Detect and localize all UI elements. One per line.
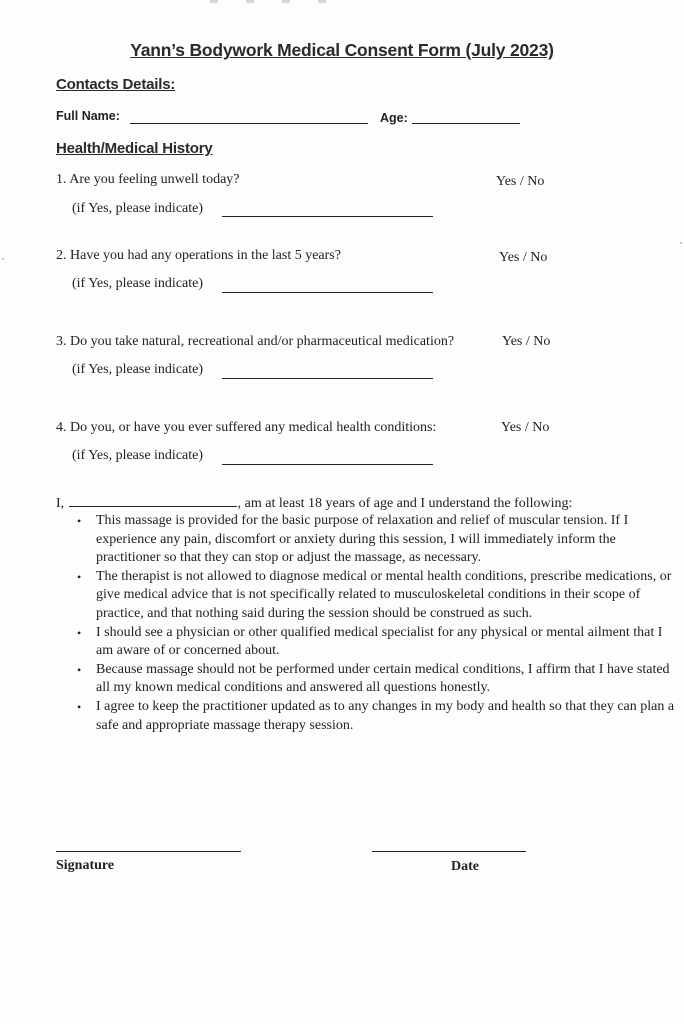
consent-term: [77, 512, 680, 568]
question-3-indicate-field[interactable]: [222, 378, 433, 379]
bullet-icon: •: [77, 514, 82, 528]
question-4-indicate-label: (if Yes, please indicate): [72, 448, 204, 463]
scan-artifact-marks: [210, 0, 350, 4]
question-3-indicate-label: (if Yes, please indicate): [72, 362, 204, 377]
consent-term-text: I agree to keep the practitioner updated as to any changes in my body and health so that they can plan a safe and appropriate massage therapy session.: [96, 698, 675, 733]
question-1-indicate-label: (if Yes, please indicate): [72, 201, 204, 216]
full-name-label: Full Name:: [56, 109, 120, 123]
question-2-yes-no[interactable]: Yes / No: [499, 250, 548, 265]
bullet-icon: •: [77, 699, 82, 714]
contacts-heading: Contacts Details:: [56, 76, 176, 93]
question-1-indicate-field[interactable]: [222, 216, 433, 217]
question-3-text: 3. Do you take natural, recreational and/or pharmaceutical medication?: [56, 334, 455, 349]
question-1-text: 1. Are you feeling unwell today?: [56, 172, 240, 187]
health-history-heading: Health/Medical History: [56, 140, 213, 157]
consent-term: [77, 568, 680, 624]
consent-term-text: The therapist is not allowed to diagnose medical or mental health conditions, prescribe medications, or give medical advice that is not specifically related to musculoskeletal conditions in their scope of practice, and that nothing said during the session should be construed as such.: [96, 568, 672, 621]
question-2-indicate-label: (if Yes, please indicate): [72, 276, 204, 291]
consent-term: [77, 661, 680, 698]
consent-term: [77, 698, 680, 735]
consent-term: [77, 624, 680, 661]
question-4-yes-no[interactable]: Yes / No: [501, 420, 550, 435]
bullet-icon: •: [77, 662, 82, 677]
form-title: Yann’s Bodywork Medical Consent Form (July 2023): [130, 40, 554, 60]
consent-term-text: This massage is provided for the basic purpose of relaxation and relief of muscular tension. If I experience any pain, discomfort or anxiety during this session, I will immediately inform the practitioner so that they can stop or adjust the massage, as necessary.: [96, 513, 629, 566]
date-label: Date: [451, 859, 479, 874]
question-3-yes-no[interactable]: Yes / No: [502, 334, 551, 349]
consent-statement: [56, 494, 656, 512]
consent-name-field[interactable]: [69, 494, 237, 507]
bullet-icon: •: [77, 625, 82, 640]
signature-label: Signature: [56, 858, 115, 873]
age-label: Age:: [380, 111, 408, 125]
consent-terms-list: [56, 512, 680, 735]
consent-term-text: I should see a physician or other qualified medical specialist for any physical or mental ailment that I am aware of or concerned about.: [96, 624, 663, 659]
question-1-yes-no[interactable]: Yes / No: [496, 174, 545, 189]
question-4-indicate-field[interactable]: [222, 464, 433, 465]
scan-artifact-dot: [2, 258, 4, 260]
full-name-field[interactable]: [130, 123, 368, 124]
question-4-text: 4. Do you, or have you ever suffered any medical health conditions:: [56, 420, 437, 435]
scan-artifact-dot: [680, 242, 682, 244]
consent-suffix: , am at least 18 years of age and I understand the following:: [237, 496, 573, 511]
consent-prefix: I,: [56, 496, 65, 511]
bullet-icon: •: [77, 569, 82, 584]
signature-field[interactable]: [56, 851, 241, 852]
question-2-indicate-field[interactable]: [222, 292, 433, 293]
age-field[interactable]: [412, 123, 520, 124]
date-field[interactable]: [372, 851, 526, 852]
consent-term-text: Because massage should not be performed under certain medical conditions, I affirm that I have stated all my known medical conditions and answered all questions honestly.: [96, 661, 670, 696]
question-2-text: 2. Have you had any operations in the last 5 years?: [56, 248, 341, 263]
